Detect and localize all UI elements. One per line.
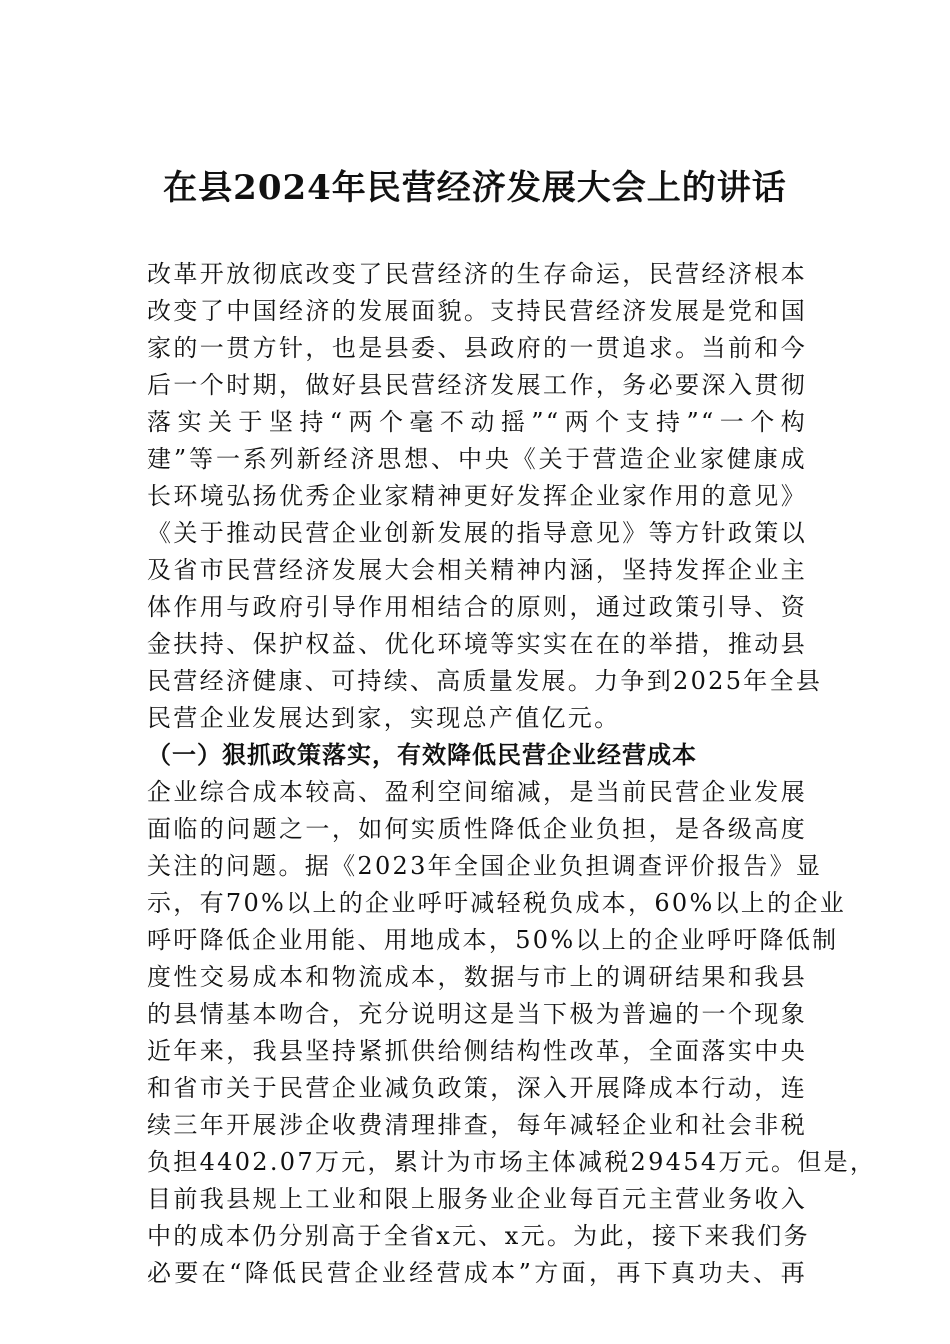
paragraph-line: 金扶持、保护权益、优化环境等实实在在的举措，推动县 bbox=[147, 630, 807, 658]
paragraph-line: 企业综合成本较高、盈利空间缩减，是当前民营企业发展 bbox=[147, 778, 807, 806]
paragraph-line: 《关于推动民营企业创新发展的指导意见》等方针政策以 bbox=[147, 519, 807, 547]
paragraph-line: 民营企业发展达到家，实现总产值亿元。 bbox=[147, 704, 621, 732]
paragraph-line: 关注的问题。据《2023年全国企业负担调查评价报告》显 bbox=[147, 852, 823, 880]
paragraph-line: 中的成本仍分别高于全省x元、x元。为此，接下来我们务 bbox=[147, 1222, 810, 1250]
paragraph-line: 和省市关于民营企业减负政策，深入开展降成本行动，连 bbox=[147, 1074, 807, 1102]
paragraph-line: 的县情基本吻合，充分说明这是当下极为普遍的一个现象 bbox=[147, 1000, 807, 1028]
paragraph-line: 长环境弘扬优秀企业家精神更好发挥企业家作用的意见》 bbox=[147, 482, 807, 510]
paragraph-line: 负担4402.07万元，累计为市场主体减税29454万元。但是， bbox=[147, 1148, 877, 1176]
document-title: 在县2024年民营经济发展大会上的讲话 bbox=[163, 168, 787, 208]
paragraph-line: 必要在“降低民营企业经营成本”方面，再下真功夫、再 bbox=[147, 1259, 807, 1287]
paragraph-line: 家的一贯方针，也是县委、县政府的一贯追求。当前和今 bbox=[147, 334, 807, 362]
paragraph-line: 民营经济健康、可持续、高质量发展。力争到2025年全县 bbox=[147, 667, 823, 695]
paragraph-line: 呼吁降低企业用能、用地成本，50%以上的企业呼吁降低制 bbox=[147, 926, 839, 954]
paragraph-line: 面临的问题之一，如何实质性降低企业负担，是各级高度 bbox=[147, 815, 807, 843]
paragraph-line: 度性交易成本和物流成本，数据与市上的调研结果和我县 bbox=[147, 963, 807, 991]
paragraph-line: 建”等一系列新经济思想、中央《关于营造企业家健康成 bbox=[147, 445, 807, 473]
paragraph-line: 改变了中国经济的发展面貌。支持民营经济发展是党和国 bbox=[147, 297, 807, 325]
paragraph-line: 后一个时期，做好县民营经济发展工作，务必要深入贯彻 bbox=[147, 371, 807, 399]
section-heading: （一）狠抓政策落实，有效降低民营企业经营成本 bbox=[147, 740, 697, 769]
paragraph-line: 及省市民营经济发展大会相关精神内涵，坚持发挥企业主 bbox=[147, 556, 807, 584]
paragraph-line: 落实关于坚持“两个毫不动摇”“两个支持”“一个构 bbox=[147, 408, 807, 436]
paragraph-line: 近年来，我县坚持紧抓供给侧结构性改革，全面落实中央 bbox=[147, 1037, 807, 1065]
paragraph-line: 体作用与政府引导作用相结合的原则，通过政策引导、资 bbox=[147, 593, 807, 621]
paragraph-line: 续三年开展涉企收费清理排查，每年减轻企业和社会非税 bbox=[147, 1111, 807, 1139]
paragraph-line: 目前我县规上工业和限上服务业企业每百元主营业务收入 bbox=[147, 1185, 807, 1213]
paragraph-line: 示，有70%以上的企业呼吁减轻税负成本，60%以上的企业 bbox=[147, 889, 847, 917]
paragraph-line: 改革开放彻底改变了民营经济的生存命运，民营经济根本 bbox=[147, 260, 807, 288]
